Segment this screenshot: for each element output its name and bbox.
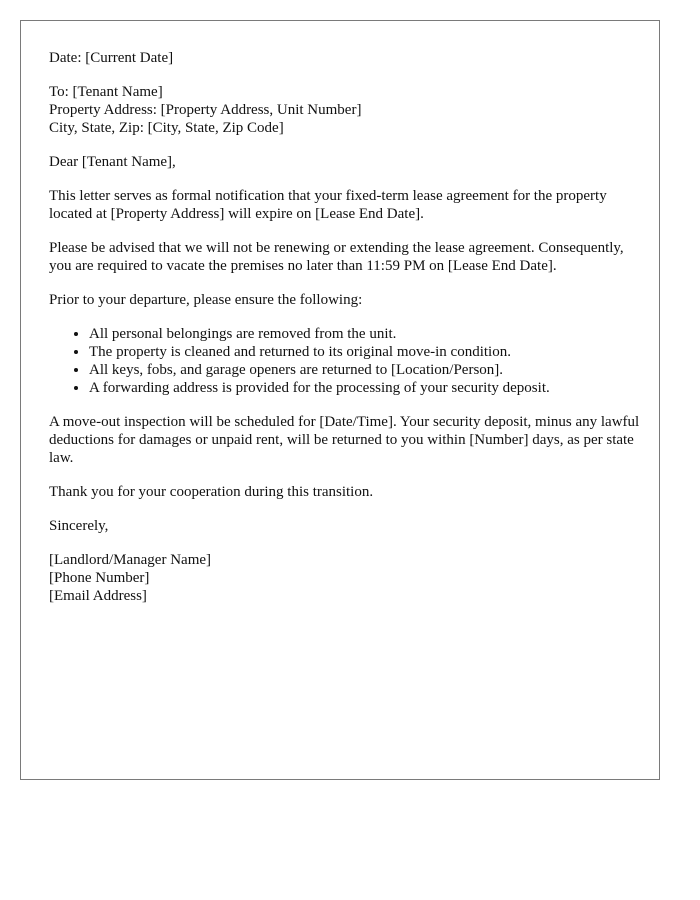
paragraph-inspection: A move-out inspection will be scheduled for [Date/Time]. Your security deposit, minus any lawful deductions for damages or unpaid rent, will be returned to you within [Number] days, as per state law. <box>49 414 640 466</box>
departure-requirements-list <box>49 325 641 397</box>
list-item: • All personal belongings are removed from the unit. <box>89 325 641 343</box>
salutation: Dear [Tenant Name], <box>49 154 176 170</box>
signature-phone-line: [Phone Number] <box>49 570 150 586</box>
recipient-block <box>49 83 641 137</box>
list-item: • The property is cleaned and returned to its original move-in condition. <box>89 343 641 361</box>
date-line: Date: [Current Date] <box>49 50 174 66</box>
recipient-city-line: City, State, Zip: [City, State, Zip Code] <box>49 120 284 136</box>
letter-page <box>20 20 660 780</box>
letter-content <box>49 49 641 621</box>
signature-email-line: [Email Address] <box>49 588 147 604</box>
closing: Sincerely, <box>49 518 109 534</box>
paragraph-thanks: Thank you for your cooperation during this transition. <box>49 484 374 500</box>
signature-block <box>49 551 641 605</box>
list-item: • A forwarding address is provided for the processing of your security deposit. <box>89 379 641 397</box>
recipient-address-line: Property Address: [Property Address, Unit Number] <box>49 102 362 118</box>
recipient-to-line: To: [Tenant Name] <box>49 84 163 100</box>
signature-name-line: [Landlord/Manager Name] <box>49 552 212 568</box>
paragraph-non-renewal: Please be advised that we will not be renewing or extending the lease agreement. Consequently, you are required to vacate the premises no later than 11:59 PM on [Lease End Date]. <box>49 240 624 274</box>
paragraph-departure-intro: Prior to your departure, please ensure the following: <box>49 292 363 308</box>
paragraph-expiration-notice: This letter serves as formal notification that your fixed-term lease agreement for the property located at [Property Address] will expire on [Lease End Date]. <box>49 188 607 222</box>
list-item: • All keys, fobs, and garage openers are returned to [Location/Person]. <box>89 361 641 379</box>
